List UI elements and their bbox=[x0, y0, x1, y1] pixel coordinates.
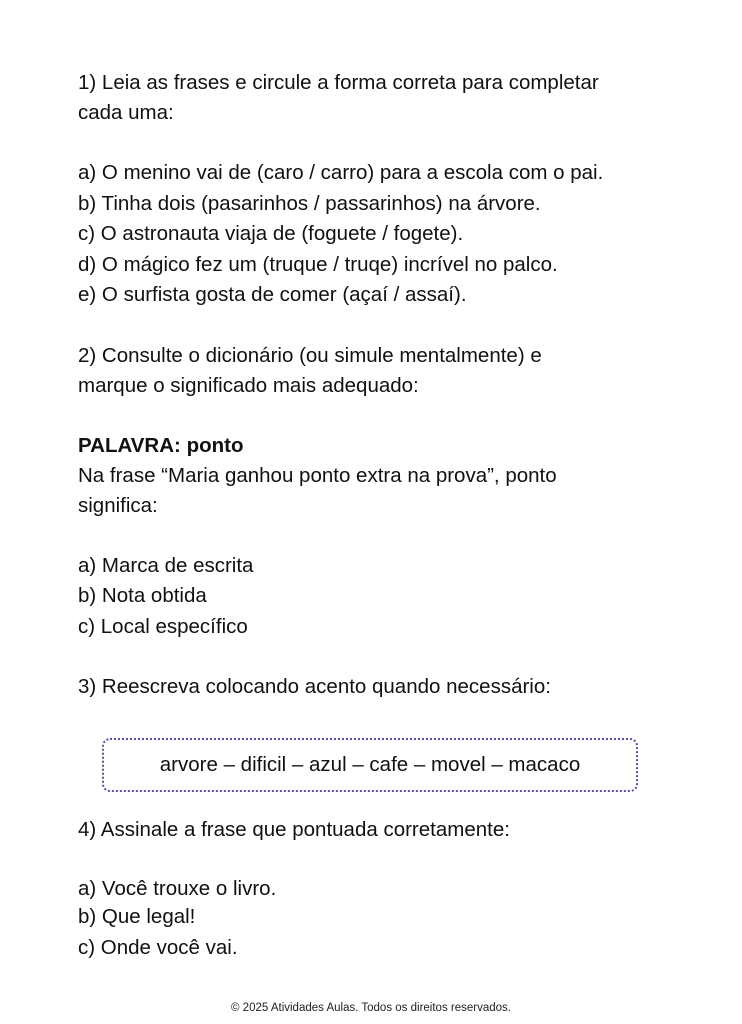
copyright-footer: © 2025 Atividades Aulas. Todos os direitos reservados. bbox=[231, 1002, 511, 1014]
question-1-options bbox=[78, 158, 678, 311]
worksheet bbox=[78, 68, 678, 702]
question-2-options bbox=[78, 551, 678, 643]
question-1-title-line-1: 1) Leia as frases e circule a forma correta para completar bbox=[78, 71, 599, 94]
question-4-title: 4) Assinale a frase que pontuada corretamente: bbox=[78, 818, 510, 841]
question-2 bbox=[78, 341, 678, 643]
question-2-prompt-line-1: Na frase “Maria ganhou ponto extra na prova”, ponto bbox=[78, 463, 557, 487]
question-4-option-c: c) Onde você vai. bbox=[78, 936, 238, 959]
question-1-title-line-2: cada uma: bbox=[78, 101, 174, 124]
question-4 bbox=[78, 815, 510, 965]
question-1-option-a: a) O menino vai de (caro / carro) para a escola com o pai. bbox=[78, 161, 604, 184]
question-3-title: 3) Reescreva colocando acento quando necessário: bbox=[78, 675, 551, 698]
question-4-option-b: b) Que legal! bbox=[78, 905, 196, 928]
question-2-option-a: a) Marca de escrita bbox=[78, 553, 254, 577]
question-3-words: arvore – dificil – azul – cafe – movel – macaco bbox=[159, 753, 581, 776]
question-1 bbox=[78, 68, 678, 311]
question-4-option-a: a) Você trouxe o livro. bbox=[78, 877, 277, 900]
question-2-word-label: PALAVRA: ponto bbox=[78, 433, 244, 457]
question-2-option-b: b) Nota obtida bbox=[78, 584, 207, 607]
question-2-prompt-line-2: significa: bbox=[78, 493, 158, 517]
question-2-title-line-2: marque o significado mais adequado: bbox=[78, 373, 419, 397]
question-2-title-line-1: 2) Consulte o dicionário (ou simule mentalmente) e bbox=[78, 343, 542, 367]
question-1-option-e: e) O surfista gosta de comer (açaí / assaí). bbox=[78, 283, 467, 306]
question-1-option-c: c) O astronauta viaja de (foguete / fogete). bbox=[78, 222, 464, 245]
question-2-option-c: c) Local específico bbox=[78, 614, 248, 638]
question-3-word-box bbox=[102, 738, 638, 792]
question-1-option-d: d) O mágico fez um (truque / truqe) incrível no palco. bbox=[78, 252, 558, 276]
question-1-option-b: b) Tinha dois (pasarinhos / passarinhos) na árvore. bbox=[78, 191, 541, 215]
question-4-options bbox=[78, 875, 510, 965]
